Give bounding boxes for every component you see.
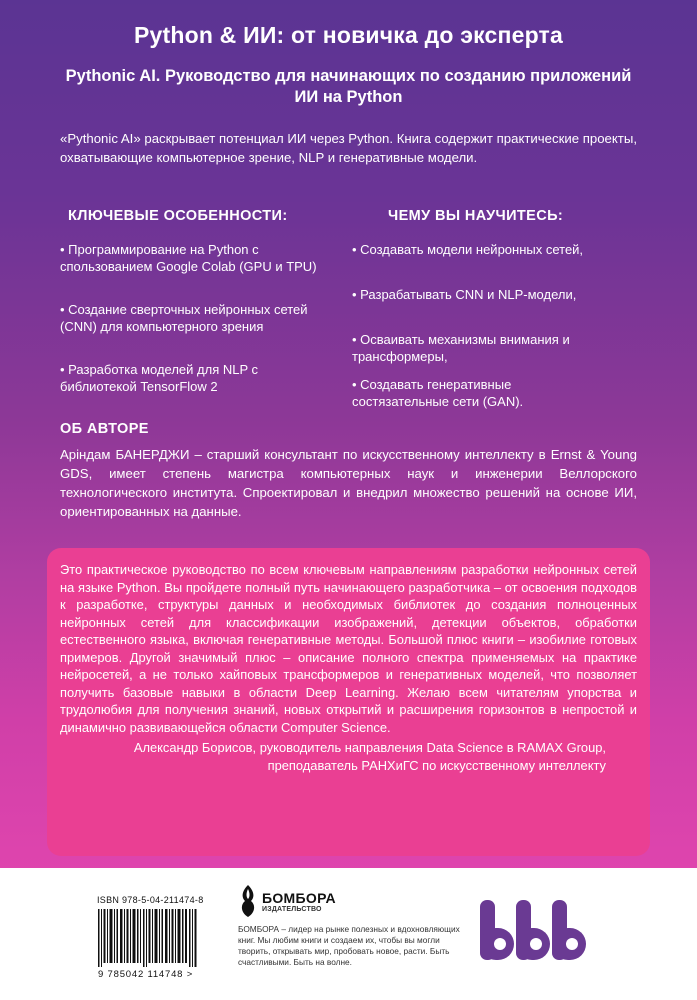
learn-heading: ЧЕМУ ВЫ НАУЧИТЕСЬ: xyxy=(388,208,564,224)
about-author-text: Аріндам БАНЕРДЖИ – старший консультант по искусственному интеллекту в Ernst & Young GDS, имеет степень магистра компьютерных наук и инженерии Веллорского технологического института. Спроектировал и внедрил множество решений на основе ИИ, ориентированных на данные. xyxy=(60,447,637,519)
book-subtitle: Pythonic AI. Руководство для начинающих по созданию приложений ИИ на Python xyxy=(65,67,632,106)
bombora-logo-icon xyxy=(238,883,258,919)
book-title: Python & ИИ: от новичка до эксперта xyxy=(133,22,564,48)
intro-paragraph: «Pythonic AI» раскрывает потенциал ИИ через Python. Книга содержит практические проекты, охватывающие компьютерное зрение, NLP и генеративные модели. xyxy=(60,131,637,165)
learn-item: • Осваивать механизмы внимания и трансформеры, xyxy=(352,332,570,364)
learn-item: • Создавать генеративные состязательные сети (GAN). xyxy=(352,377,524,409)
isbn-barcode xyxy=(98,909,198,967)
bhv-logo-icon xyxy=(478,886,588,978)
feature-item: • Разработка моделей для NLP с библиотекой TensorFlow 2 xyxy=(60,362,259,394)
review-quote-box xyxy=(47,548,650,856)
feature-item: • Создание сверточных нейронных сетей (CNN) для компьютерного зрения xyxy=(60,302,308,334)
review-quote-text: Это практическое руководство по всем ключевым направлениям разработки нейронных сетей на языке Python. Вы пройдете полный путь начинающего разработчика – от освоения подходов к разработке, структуры данных и необходимых библиотек до создания полноценных нейронных сетей для классификации изображений, детекции объектов, обработки естественного языка, включая генеративные методы. Большой плюс книги – изобилие готовых примеров. Другой значимый плюс – описание полного спектра применяемых на практике нейросетей, а не только хайповых трансформеров и генеративных моделей, что позволяет получить базовые навыки в области Deep Learning. Желаю всем читателям упорства и трудолюбия для получения знаний, новых открытий и расширения горизонтов в непростой и динамично развивающейся области Computer Science. xyxy=(60,562,637,735)
publisher-name: БОМБОРА xyxy=(262,890,336,906)
learn-item: • Создавать модели нейронных сетей, xyxy=(352,242,584,257)
barcode-number: 9 785042 114748 > xyxy=(98,969,194,980)
publisher-description: БОМБОРА – лидер на рынке полезных и вдохновляющих книг. Мы любим книги и создаем их, чтобы вы могли творить, открывать мир, пробовать новое, расти. Быть счастливыми. Быть на волне. xyxy=(238,924,460,967)
publisher-subtitle: ИЗДАТЕЛЬСТВО xyxy=(262,906,322,913)
feature-item: • Программирование на Python с спользованием Google Colab (GPU и TPU) xyxy=(60,242,317,274)
review-quote-signature: Александр Борисов, руководитель направления Data Science в RAMAX Group, преподаватель РАНХиГС по искусственному интеллекту xyxy=(133,740,606,773)
features-heading: КЛЮЧЕВЫЕ ОСОБЕННОСТИ: xyxy=(68,208,288,224)
isbn-label: ISBN 978-5-04-211474-8 xyxy=(97,895,204,905)
learn-item: • Разрабатывать CNN и NLP-модели, xyxy=(352,287,577,302)
cover-footer xyxy=(0,868,697,1000)
about-author-heading: ОБ АВТОРЕ xyxy=(60,421,149,437)
